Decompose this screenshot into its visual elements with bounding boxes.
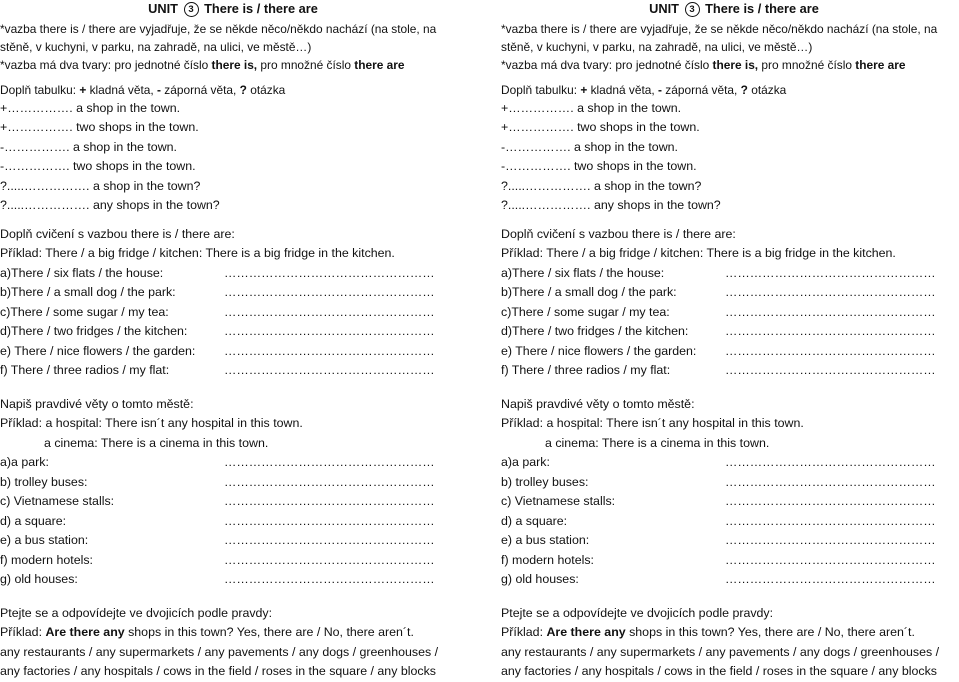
answer-blank[interactable]: …………………………………………… xyxy=(725,343,936,358)
exercise-2 xyxy=(501,395,959,590)
answer-blank[interactable]: …………………………………………… xyxy=(725,533,936,548)
exercise-heading: Napiš pravdivé věty o tomto městě: xyxy=(501,396,695,411)
exercise-example: Příklad: Are there any shops in this town? Yes, there are / No, there aren´t. xyxy=(0,625,414,640)
circled-number: 3 xyxy=(184,2,199,17)
table-heading: Doplň tabulku: + kladná věta, - záporná věta, ? otázka xyxy=(0,82,286,97)
answer-blank[interactable]: …………………………………………… xyxy=(224,455,435,470)
list-item: +……………. two shops in the town. xyxy=(501,120,700,135)
list-item: -……………. a shop in the town. xyxy=(501,139,678,154)
answer-blank[interactable]: …………………………………………… xyxy=(725,304,936,319)
exercise-heading: Ptejte se a odpovídejte ve dvojicích podle pravdy: xyxy=(501,605,774,620)
exercise-example: Příklad: a hospital: There isn´t any hospital in this town. xyxy=(501,416,804,431)
list-item: c)There / some sugar / my tea: …………………………………………… xyxy=(501,303,959,323)
answer-blank[interactable]: …………………………………………… xyxy=(224,363,435,378)
exercise-prompts: any restaurants / any supermarkets / any pavements / any dogs / greenhouses / xyxy=(501,644,940,659)
exercise-heading: Napiš pravdivé věty o tomto městě: xyxy=(0,396,194,411)
worksheet-copy-right xyxy=(501,0,959,679)
list-item: e) There / nice flowers / the garden: …………………………………………… xyxy=(501,342,959,362)
circled-number: 3 xyxy=(685,2,700,17)
list-item: ?.....……………. any shops in the town? xyxy=(0,198,220,213)
list-item: e) There / nice flowers / the garden: …………………………………………… xyxy=(0,342,458,362)
answer-blank[interactable]: …………………………………………… xyxy=(224,324,435,339)
table-rows xyxy=(0,99,458,216)
list-item: c) Vietnamese stalls: …………………………………………… xyxy=(0,492,458,512)
exercise-prompts: any restaurants / any supermarkets / any pavements / any dogs / greenhouses / xyxy=(0,644,439,659)
list-item: c) Vietnamese stalls: …………………………………………… xyxy=(501,492,959,512)
exercise-example: Příklad: There / a big fridge / kitchen: There is a big fridge in the kitchen. xyxy=(0,246,395,261)
list-item: b) trolley buses: …………………………………………… xyxy=(501,473,959,493)
exercise-2 xyxy=(0,395,458,590)
list-item: +……………. a shop in the town. xyxy=(501,100,682,115)
exercise-prompts: any factories / any hospitals / cows in the field / roses in the square / any blocks xyxy=(0,664,436,679)
answer-blank[interactable]: …………………………………………… xyxy=(224,513,435,528)
list-item: +……………. two shops in the town. xyxy=(0,120,199,135)
exercise-example: Příklad: There / a big fridge / kitchen: There is a big fridge in the kitchen. xyxy=(501,246,896,261)
exercise-heading: Doplň cvičení s vazbou there is / there are: xyxy=(0,226,235,241)
list-item: a)a park: …………………………………………… xyxy=(0,453,458,473)
answer-blank[interactable]: …………………………………………… xyxy=(224,304,435,319)
exercise-1 xyxy=(0,225,458,381)
exercise-3 xyxy=(0,604,458,682)
answer-blank[interactable]: …………………………………………… xyxy=(725,455,936,470)
answer-blank[interactable]: …………………………………………… xyxy=(224,572,435,587)
list-item: c)There / some sugar / my tea: …………………………………………… xyxy=(0,303,458,323)
list-item: d)There / two fridges / the kitchen: …………………………………………… xyxy=(501,322,959,342)
unit-title: UNIT 3 There is / there are xyxy=(649,1,819,16)
list-item: f) modern hotels: …………………………………………… xyxy=(0,551,458,571)
answer-blank[interactable]: …………………………………………… xyxy=(224,533,435,548)
list-item: +……………. a shop in the town. xyxy=(0,100,181,115)
answer-blank[interactable]: …………………………………………… xyxy=(224,343,435,358)
list-item: d) a square: …………………………………………… xyxy=(0,512,458,532)
list-item: ?.....……………. a shop in the town? xyxy=(501,178,702,193)
list-item: g) old houses: …………………………………………… xyxy=(501,570,959,590)
exercise-prompts: any factories / any hospitals / cows in the field / roses in the square / any blocks xyxy=(501,664,937,679)
list-item: b)There / a small dog / the park: …………………………………………… xyxy=(501,283,959,303)
worksheet-copy-left xyxy=(0,0,458,679)
intro-text: *vazba there is / there are vyjadřuje, že se někde něco/někdo nachází (na stole, na stěně, v kuchyni, v parku, na zahradě, na ulici, ve městě…) *vazba má dva tvary: pro jednotné číslo there is, pro množné číslo there are xyxy=(0,22,437,73)
list-item: e) a bus station: …………………………………………… xyxy=(0,531,458,551)
exercise-example: a cinema: There is a cinema in this town. xyxy=(44,435,269,450)
answer-blank[interactable]: …………………………………………… xyxy=(725,285,936,300)
answer-blank[interactable]: …………………………………………… xyxy=(725,494,936,509)
answer-blank[interactable]: …………………………………………… xyxy=(224,552,435,567)
list-item: d) a square: …………………………………………… xyxy=(501,512,959,532)
answer-blank[interactable]: …………………………………………… xyxy=(725,552,936,567)
list-item: -……………. two shops in the town. xyxy=(0,159,196,174)
list-item: e) a bus station: …………………………………………… xyxy=(501,531,959,551)
exercise-heading: Ptejte se a odpovídejte ve dvojicích podle pravdy: xyxy=(0,605,273,620)
answer-blank[interactable]: …………………………………………… xyxy=(725,474,936,489)
table-rows xyxy=(501,99,959,216)
list-item: a)There / six flats / the house: …………………………………………… xyxy=(0,264,458,284)
list-item: b) trolley buses: …………………………………………… xyxy=(0,473,458,493)
answer-blank[interactable]: …………………………………………… xyxy=(725,513,936,528)
answer-blank[interactable]: …………………………………………… xyxy=(224,494,435,509)
list-item: f) There / three radios / my flat: …………………………………………… xyxy=(501,361,959,381)
answer-blank[interactable]: …………………………………………… xyxy=(725,363,936,378)
answer-blank[interactable]: …………………………………………… xyxy=(725,572,936,587)
list-item: f) modern hotels: …………………………………………… xyxy=(501,551,959,571)
exercise-3 xyxy=(501,604,959,682)
exercise-example: Příklad: a hospital: There isn´t any hospital in this town. xyxy=(0,416,303,431)
exercise-heading: Doplň cvičení s vazbou there is / there are: xyxy=(501,226,736,241)
table-heading: Doplň tabulku: + kladná věta, - záporná věta, ? otázka xyxy=(501,82,787,97)
answer-blank[interactable]: …………………………………………… xyxy=(224,474,435,489)
answer-blank[interactable]: …………………………………………… xyxy=(224,265,435,280)
unit-title: UNIT 3 There is / there are xyxy=(148,1,318,16)
answer-blank[interactable]: …………………………………………… xyxy=(725,265,936,280)
exercise-1 xyxy=(501,225,959,381)
exercise-example: a cinema: There is a cinema in this town. xyxy=(545,435,770,450)
list-item: -……………. a shop in the town. xyxy=(0,139,177,154)
exercise-example: Příklad: Are there any shops in this town? Yes, there are / No, there aren´t. xyxy=(501,625,915,640)
list-item: ?.....……………. a shop in the town? xyxy=(0,178,201,193)
list-item: f) There / three radios / my flat: …………………………………………… xyxy=(0,361,458,381)
intro-text: *vazba there is / there are vyjadřuje, že se někde něco/někdo nachází (na stole, na stěně, v kuchyni, v parku, na zahradě, na ulici, ve městě…) *vazba má dva tvary: pro jednotné číslo there is, pro množné číslo there are xyxy=(501,22,938,73)
answer-blank[interactable]: …………………………………………… xyxy=(224,285,435,300)
list-item: ?.....……………. any shops in the town? xyxy=(501,198,721,213)
list-item: -……………. two shops in the town. xyxy=(501,159,697,174)
list-item: d)There / two fridges / the kitchen: …………………………………………… xyxy=(0,322,458,342)
list-item: a)There / six flats / the house: …………………………………………… xyxy=(501,264,959,284)
list-item: b)There / a small dog / the park: …………………………………………… xyxy=(0,283,458,303)
list-item: g) old houses: …………………………………………… xyxy=(0,570,458,590)
answer-blank[interactable]: …………………………………………… xyxy=(725,324,936,339)
list-item: a)a park: …………………………………………… xyxy=(501,453,959,473)
